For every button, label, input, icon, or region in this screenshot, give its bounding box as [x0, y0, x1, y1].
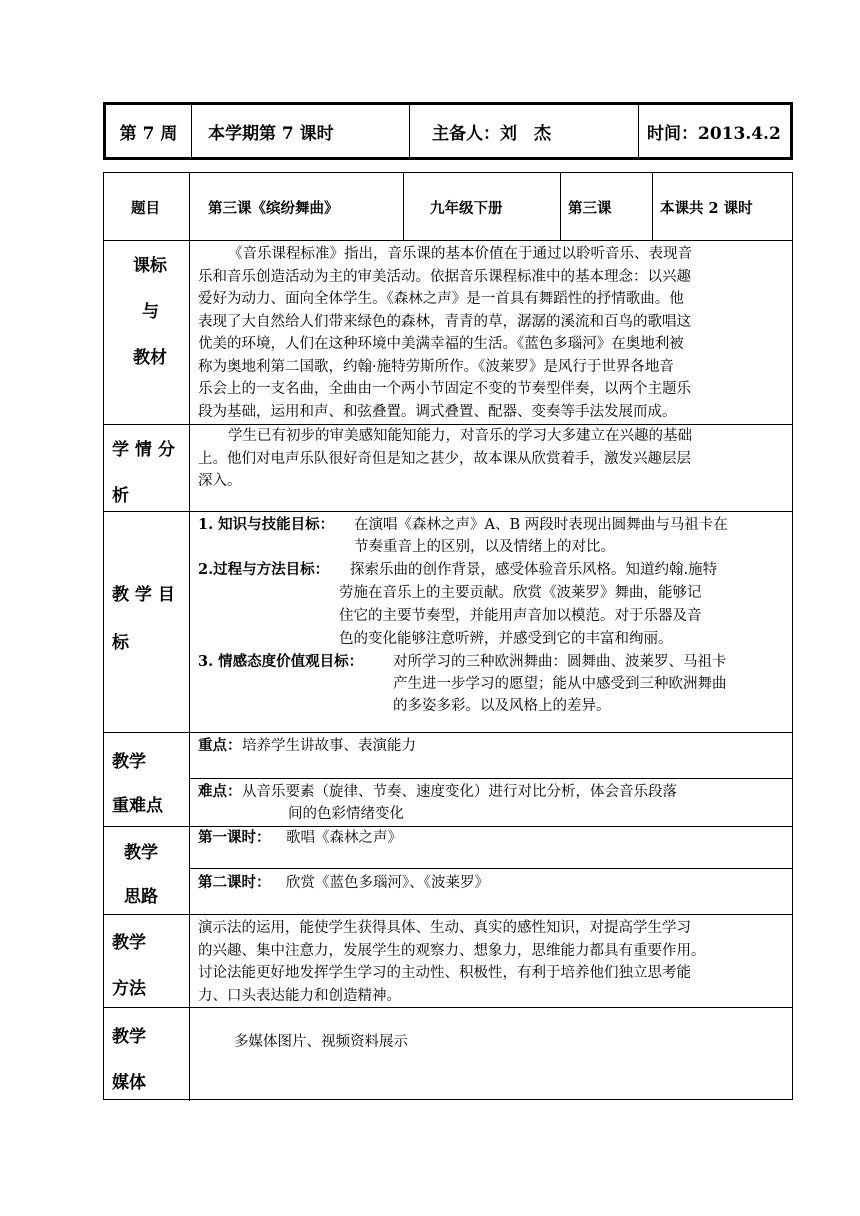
methods-line: 演示法的运用，能使学生获得具体、生动、真实的感性知识，对提高学生学习	[198, 920, 691, 936]
approach-content	[190, 827, 792, 914]
analysis-content	[190, 425, 792, 511]
difficulty-line: 从音乐要素（旋律、节奏、速度变化）进行对比分析，体会音乐段落	[242, 784, 677, 800]
methods-line: 力、口头表达能力和创造精神。	[198, 987, 401, 1004]
lesson-cell: 本学期第 7 课时	[192, 105, 410, 157]
curriculum-content	[190, 243, 792, 424]
topic-divider-2	[560, 173, 561, 240]
keypoints-content	[190, 733, 792, 826]
goal-3-line: 产生进一步学习的愿望；能从中感受到三种欧洲舞曲	[393, 676, 727, 692]
approach-2-text: 欣赏《蓝色多瑙河》、《波莱罗》	[286, 875, 489, 891]
topic-book: 九年级下册	[430, 200, 503, 217]
goal-1-title: 1. 知识与技能目标：	[198, 516, 335, 533]
curriculum-line: 称为奥地利第二国歌，约翰·施特劳斯所作。《波莱罗》是风行于世界各地音	[198, 358, 674, 375]
media-label-2: 媒体	[112, 1073, 146, 1093]
approach-label-2: 思路	[124, 887, 158, 907]
approach-label	[104, 827, 190, 914]
media-content	[190, 1008, 792, 1101]
goal-2-line: 劳施在音乐上的主要贡献。欣赏《波莱罗》舞曲，能够记	[339, 585, 702, 601]
methods-content	[190, 917, 792, 1007]
goal-1-line: 节奏重音上的区别，以及情绪上的对比。	[354, 539, 615, 555]
media-row	[104, 1008, 792, 1101]
curriculum-line: 爱好为动力、面向全体学生。《森林之声》是一首具有舞蹈性的抒情歌曲。他	[198, 291, 684, 307]
curriculum-label	[104, 241, 190, 424]
methods-label	[104, 915, 190, 1007]
goal-2-line: 住它的主要节奏型，并能用声音加以模范。对于乐器及音	[339, 608, 702, 624]
goal-3-line: 对所学习的三种欧洲舞曲：圆舞曲、波莱罗、马祖卡	[393, 654, 727, 670]
approach-divider	[190, 868, 792, 869]
media-text: 多媒体图片、视频资料展示	[234, 1034, 408, 1050]
topic-unit: 第三课	[568, 200, 612, 217]
goals-label	[104, 512, 190, 732]
topic-divider-1	[403, 173, 404, 240]
topic-hours: 本课共 2 课时	[660, 200, 753, 217]
goals-row	[104, 512, 792, 733]
analysis-label-1: 学 情 分	[112, 440, 175, 460]
topic-label-text: 题目	[131, 200, 160, 217]
curriculum-label-2: 与	[142, 302, 159, 322]
date-cell: 时间：2013.4.2	[647, 123, 781, 144]
methods-row	[104, 915, 792, 1008]
curriculum-label-3: 教材	[133, 348, 167, 368]
key-point-text: 培养学生讲故事、表演能力	[242, 738, 416, 754]
approach-2-title: 第二课时：	[198, 874, 271, 891]
curriculum-row	[104, 241, 792, 425]
methods-label-1: 教学	[112, 933, 146, 953]
curriculum-line: 乐会上的一支名曲，全曲由一个两小节固定不变的节奏型伴奏，以两个主题乐	[198, 381, 691, 397]
difficulty-title: 难点：	[198, 783, 242, 800]
approach-row	[104, 827, 792, 915]
keypoints-label-1: 教学	[112, 752, 146, 772]
goals-label-1: 教 学 目	[112, 585, 175, 605]
goals-content	[190, 512, 792, 732]
header-table	[103, 102, 793, 160]
keypoints-label	[104, 733, 190, 826]
goal-2-line: 探索乐曲的创作背景，感受体验音乐风格。知道约翰.施特	[350, 562, 718, 578]
difficulty-line: 间的色彩情绪变化	[288, 806, 404, 822]
curriculum-line: 段为基础，运用和声、和弦叠置。调式叠置、配器、变奏等手法发展而成。	[198, 403, 677, 420]
keypoints-divider	[190, 778, 792, 779]
analysis-row	[104, 425, 792, 512]
topic-title: 第三课《缤纷舞曲》	[208, 200, 339, 217]
approach-1-title: 第一课时：	[198, 829, 271, 846]
methods-line: 的兴趣、集中注意力，发展学生的观察力、想象力，思维能力都具有重要作用。	[198, 942, 706, 959]
key-point-title: 重点：	[198, 737, 242, 754]
keypoints-row	[104, 733, 792, 827]
analysis-line: 上。他们对电声乐队很好奇但是知之甚少，故本课从欣赏着手，激发兴趣层层	[198, 450, 691, 467]
lesson-plan-table	[103, 172, 793, 1100]
topic-divider-3	[652, 173, 653, 240]
analysis-line: 学生已有初步的审美感知能知能力，对音乐的学习大多建立在兴趣的基础	[228, 428, 692, 444]
goal-2-title: 2.过程与方法目标：	[198, 561, 330, 578]
curriculum-line: 乐和音乐创造活动为主的审美活动。依据音乐课程标准中的基本理念：以兴趣	[198, 268, 691, 285]
goal-2-line: 色的变化能够注意听辨，并感受到它的丰富和绚丽。	[339, 631, 673, 647]
preparer-cell: 主备人：刘 杰	[410, 105, 639, 157]
curriculum-line: 《音乐课程标准》指出，音乐课的基本价值在于通过以聆听音乐、表现音	[228, 246, 692, 262]
analysis-line: 深入。	[198, 473, 242, 489]
methods-label-2: 方法	[112, 979, 146, 999]
week-cell: 第 7 周	[106, 105, 192, 157]
goal-3-title: 3. 情感态度价值观目标：	[198, 653, 364, 670]
media-label-1: 教学	[112, 1027, 146, 1047]
goal-3-line: 的多姿多彩。以及风格上的差异。	[393, 698, 611, 714]
curriculum-line: 表现了大自然给人们带来绿色的森林，青青的草，潺潺的溪流和百鸟的歌唱这	[198, 313, 691, 330]
methods-line: 讨论法能更好地发挥学生学习的主动性、积极性，有利于培养他们独立思考能	[198, 965, 691, 981]
keypoints-label-2: 重难点	[112, 796, 163, 816]
analysis-label	[104, 425, 190, 511]
media-label	[104, 1008, 190, 1101]
goal-1-line: 在演唱《森林之声》A、B 两段时表现出圆舞曲与马祖卡在	[354, 517, 728, 533]
curriculum-line: 优美的环境，人们在这种环境中美满幸福的生活。《蓝色多瑙河》在奥地利被	[198, 336, 684, 352]
goals-label-2: 标	[112, 633, 129, 653]
approach-1-text: 歌唱《森林之声》	[286, 830, 402, 846]
approach-label-1: 教学	[124, 843, 158, 863]
topic-label	[104, 173, 190, 240]
curriculum-label-1: 课标	[133, 256, 167, 276]
analysis-label-2: 析	[112, 486, 129, 506]
topic-row	[104, 173, 792, 241]
